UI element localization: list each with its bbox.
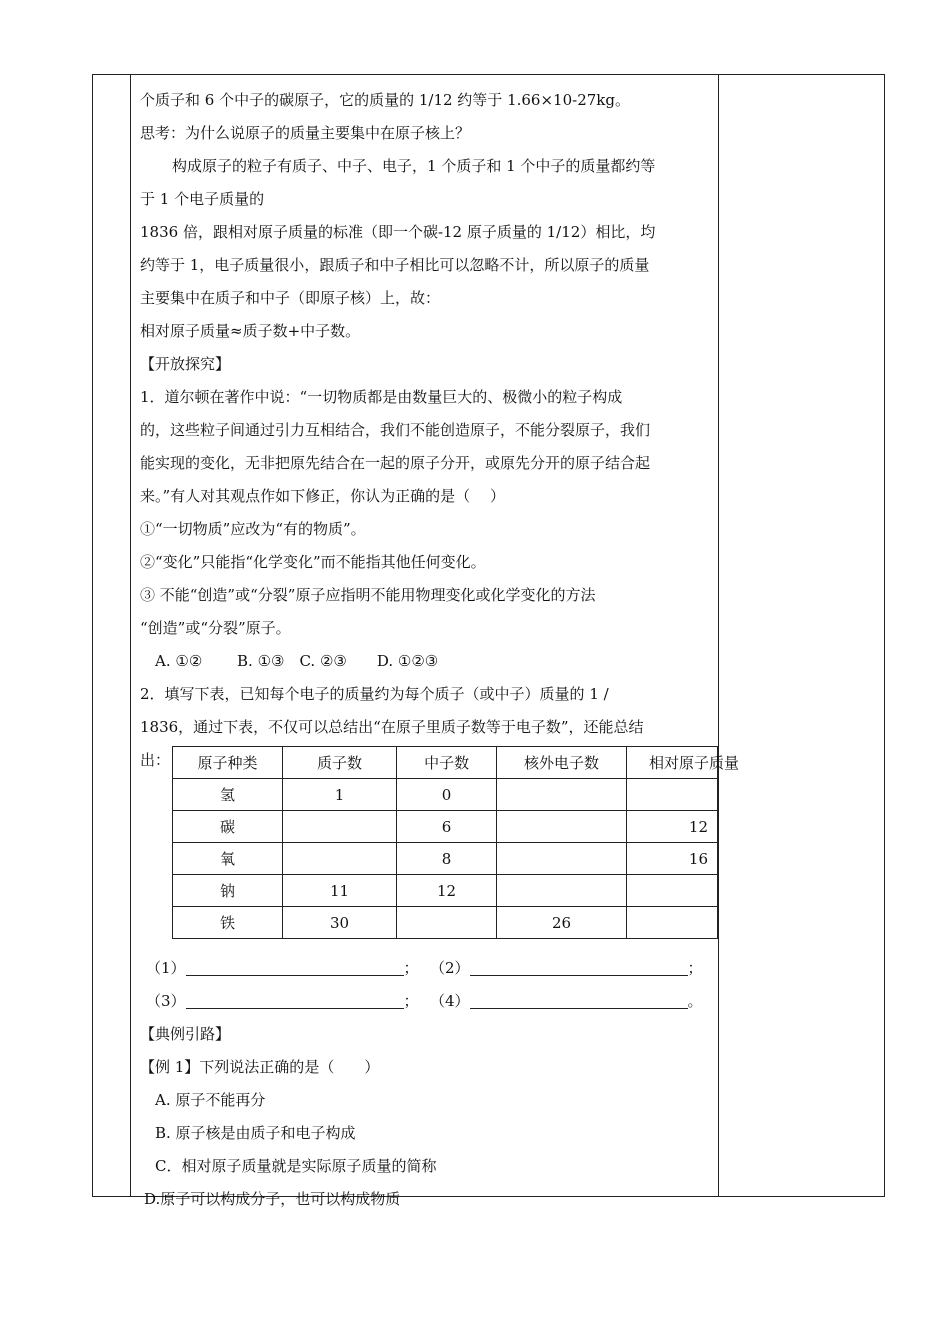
table-row [173,843,718,875]
table-cell: 30 [283,907,397,939]
blank-line-1 [146,958,419,978]
table-cell: 钠 [173,875,283,907]
text-line: 思考：为什么说原子的质量主要集中在原子核上？ [140,124,471,142]
table-header-cell: 质子数 [283,747,397,779]
example-question: 【例 1】下列说法正确的是（ ） [140,1058,380,1076]
text-line: 1836，通过下表，不仅可以总结出“在原子里质子数等于电子数”，还能总结 [140,718,644,736]
blank-punct: ； [403,992,419,1010]
atom-table [172,746,739,939]
text-line: 2．填写下表，已知每个电子的质量约为每个质子（或中子）质量的 1 / [140,685,609,703]
table-cell: 1 [283,779,397,811]
table-header-row [173,747,718,779]
table-cell [497,779,627,811]
table-cell: 氢 [173,779,283,811]
table-header-cell: 原子种类 [173,747,283,779]
text-line: 于 1 个电子质量的 [140,190,265,208]
blank-line-2 [430,958,703,978]
example-option: B. 原子核是由质子和电子构成 [155,1124,356,1142]
text-line: ③ 不能“创造”或“分裂”原子应指明不能用物理变化或化学变化的方法 [140,586,596,604]
example-option: C．相对原子质量就是实际原子质量的简称 [155,1157,437,1175]
table-cell [497,843,627,875]
example-option: D.原子可以构成分子，也可以构成物质 [144,1190,401,1208]
table-cell: 氧 [173,843,283,875]
table-cell: 16 [626,843,717,875]
table-cell: 6 [397,811,497,843]
text-line: 能实现的变化，无非把原先结合在一起的原子分开，或原先分开的原子结合起 [140,454,651,472]
table-header-cell [626,747,739,779]
answer-options: A. ①② B. ①③ C. ②③ D. ①②③ [155,652,439,670]
table-row [173,875,718,907]
text-line: ②“变化”只能指“化学变化”而不能指其他任何变化。 [140,553,486,571]
table-cell [626,907,717,939]
blank-line-3 [146,991,419,1011]
table-cell [283,843,397,875]
table-header-cell: 核外电子数 [497,747,627,779]
table-cell: 碳 [173,811,283,843]
blank-line-4 [430,991,703,1011]
table-cell [497,875,627,907]
table-cell: 26 [497,907,627,939]
example-option: A. 原子不能再分 [155,1091,266,1109]
text-line: “创造”或“分裂”原子。 [140,619,291,637]
blank-number: （4） [430,992,470,1010]
table-cell [497,811,627,843]
text-line: 出： [140,751,171,769]
table-header-text: 相对原子质量 [648,754,739,772]
table-cell: 12 [397,875,497,907]
column-divider-left [130,75,131,1196]
answer-blank[interactable] [186,994,404,1009]
text-line: 的，这些粒子间通过引力互相结合，我们不能创造原子，不能分裂原子，我们 [140,421,651,439]
table-row [173,907,718,939]
blank-number: （3） [146,992,186,1010]
text-line: 1836 倍，跟相对原子质量的标准（即一个碳-12 原子质量的 1/12）相比，均 [140,223,656,241]
text-line: 约等于 1，电子质量很小，跟质子和中子相比可以忽略不计，所以原子的质量 [140,256,650,274]
text-line: ①“一切物质”应改为“有的物质”。 [140,520,366,538]
blank-number: （2） [430,959,470,977]
answer-blank[interactable] [470,961,688,976]
column-divider-right [718,75,719,1196]
section-heading: 【开放探究】 [140,355,231,373]
blank-punct: 。 [687,992,703,1010]
blank-punct: ； [403,959,419,977]
table-cell: 11 [283,875,397,907]
answer-blank[interactable] [470,994,688,1009]
table-header-cell: 中子数 [397,747,497,779]
table-row [173,779,718,811]
answer-blank[interactable] [186,961,404,976]
text-line: 来。”有人对其观点作如下修正，你认为正确的是（ ） [140,487,505,505]
text-line: 1．道尔顿在著作中说：“一切物质都是由数量巨大的、极微小的粒子构成 [140,388,623,406]
table-cell: 0 [397,779,497,811]
blank-punct: ； [687,959,703,977]
text-line: 相对原子质量≈质子数+中子数。 [140,322,361,340]
table-cell [397,907,497,939]
table-cell: 12 [626,811,717,843]
table-cell [626,875,717,907]
table-cell [626,779,717,811]
table-row [173,811,718,843]
table-cell [283,811,397,843]
table-cell: 8 [397,843,497,875]
table-cell: 铁 [173,907,283,939]
text-line: 构成原子的粒子有质子、中子、电子，1 个质子和 1 个中子的质量都约等 [172,157,656,175]
text-line: 个质子和 6 个中子的碳原子，它的质量的 1/12 约等于 1.66×10-27kg。 [140,91,630,109]
text-line: 主要集中在质子和中子（即原子核）上，故： [140,289,441,307]
blank-number: （1） [146,959,186,977]
section-heading: 【典例引路】 [140,1025,231,1043]
